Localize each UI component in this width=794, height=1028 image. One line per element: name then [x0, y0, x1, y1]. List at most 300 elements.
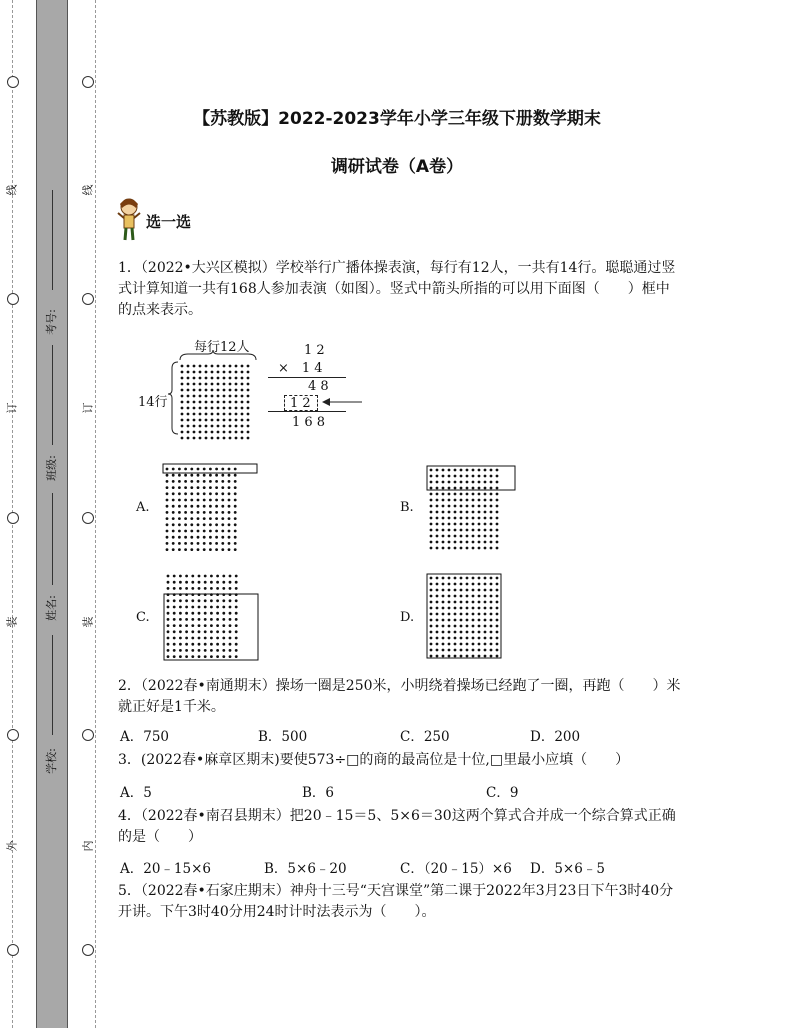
dot	[178, 474, 181, 477]
dot	[184, 474, 187, 477]
dot	[179, 599, 182, 602]
dot	[478, 631, 481, 634]
dot	[217, 383, 220, 386]
dot	[203, 542, 206, 545]
dot	[210, 655, 213, 658]
option[interactable]: A．5	[120, 785, 152, 801]
dot	[466, 481, 469, 484]
dot	[247, 389, 250, 392]
dot	[448, 625, 451, 628]
dot	[190, 480, 193, 483]
dot	[484, 481, 487, 484]
dot	[490, 523, 493, 526]
dot	[430, 523, 433, 526]
dot	[204, 612, 207, 615]
dot	[448, 475, 451, 478]
dot	[190, 468, 193, 471]
dot	[496, 529, 499, 532]
dot	[490, 499, 493, 502]
dot	[241, 437, 244, 440]
dot	[496, 535, 499, 538]
dot	[442, 655, 445, 658]
dot	[496, 589, 499, 592]
dot	[472, 625, 475, 628]
dot	[229, 383, 232, 386]
dot	[472, 475, 475, 478]
dot	[216, 599, 219, 602]
dot	[454, 631, 457, 634]
dot	[178, 499, 181, 502]
dot	[235, 377, 238, 380]
dot	[454, 541, 457, 544]
dot	[190, 517, 193, 520]
dot-grid	[181, 365, 250, 440]
dot	[496, 475, 499, 478]
dot	[209, 530, 212, 533]
dot	[167, 575, 170, 578]
dot	[203, 486, 206, 489]
binding-hole	[82, 729, 94, 741]
dot	[442, 505, 445, 508]
dot	[203, 492, 206, 495]
dot	[172, 486, 175, 489]
dot	[211, 407, 214, 410]
dot	[448, 619, 451, 622]
dot	[490, 547, 493, 550]
dot	[228, 499, 231, 502]
dot	[241, 407, 244, 410]
dot	[172, 499, 175, 502]
dot	[229, 419, 232, 422]
dot	[241, 377, 244, 380]
dot	[442, 493, 445, 496]
dot	[190, 499, 193, 502]
dot	[472, 613, 475, 616]
dot	[221, 536, 224, 539]
dot	[167, 643, 170, 646]
dot	[190, 530, 193, 533]
option[interactable]: A．750	[120, 729, 170, 745]
option[interactable]: A．20﹣15×6	[120, 861, 212, 877]
dot	[191, 649, 194, 652]
dot	[167, 599, 170, 602]
dot	[191, 599, 194, 602]
dot	[490, 511, 493, 514]
dot	[193, 407, 196, 410]
dot	[179, 575, 182, 578]
dot	[197, 523, 200, 526]
dot	[191, 581, 194, 584]
dot	[210, 587, 213, 590]
dot	[454, 535, 457, 538]
dot	[181, 383, 184, 386]
dot	[490, 577, 493, 580]
dot	[211, 383, 214, 386]
dot	[198, 612, 201, 615]
option[interactable]: D．5×6﹣5	[530, 861, 605, 877]
dot	[221, 480, 224, 483]
option[interactable]: D．200	[530, 729, 581, 745]
dot	[235, 407, 238, 410]
dot	[191, 575, 194, 578]
dot	[454, 475, 457, 478]
dot	[478, 493, 481, 496]
dot	[484, 601, 487, 604]
dot	[448, 499, 451, 502]
dot	[472, 643, 475, 646]
dot	[430, 613, 433, 616]
option[interactable]: C．（20﹣15）×6	[400, 861, 512, 877]
dot	[185, 581, 188, 584]
dot	[184, 523, 187, 526]
dot	[430, 535, 433, 538]
dot	[235, 413, 238, 416]
dot	[241, 383, 244, 386]
dot	[193, 437, 196, 440]
dot	[217, 407, 220, 410]
dot	[496, 619, 499, 622]
dot	[496, 655, 499, 658]
dot	[187, 437, 190, 440]
cartoon-girl-icon	[116, 196, 142, 242]
dot	[448, 469, 451, 472]
dot	[223, 407, 226, 410]
dot	[217, 413, 220, 416]
dot	[209, 542, 212, 545]
dot	[172, 523, 175, 526]
dot	[436, 535, 439, 538]
dot	[210, 599, 213, 602]
dot	[496, 577, 499, 580]
dot	[166, 492, 169, 495]
dot	[448, 535, 451, 538]
dot	[478, 649, 481, 652]
dot	[229, 624, 232, 627]
dot	[460, 637, 463, 640]
dot	[184, 468, 187, 471]
dot	[496, 511, 499, 514]
dot	[448, 607, 451, 610]
option-c-label[interactable]: C.	[136, 610, 150, 625]
dot	[172, 517, 175, 520]
dot	[187, 419, 190, 422]
dot	[172, 511, 175, 514]
dot	[181, 401, 184, 404]
dot	[490, 505, 493, 508]
dot	[222, 575, 225, 578]
dot	[185, 655, 188, 658]
dot	[190, 511, 193, 514]
dot	[472, 481, 475, 484]
dot	[496, 583, 499, 586]
binding-hole	[82, 76, 94, 88]
dot	[442, 511, 445, 514]
dot	[442, 643, 445, 646]
dot	[185, 649, 188, 652]
dot	[478, 619, 481, 622]
dot	[472, 547, 475, 550]
margin-mark: 线	[5, 184, 19, 196]
dot	[210, 606, 213, 609]
dot	[193, 401, 196, 404]
dot	[209, 511, 212, 514]
dot	[173, 612, 176, 615]
dot	[204, 587, 207, 590]
dot	[496, 493, 499, 496]
dot	[484, 547, 487, 550]
dot	[209, 523, 212, 526]
dot	[167, 581, 170, 584]
dot	[466, 589, 469, 592]
dot	[460, 649, 463, 652]
option[interactable]: B．6	[302, 785, 335, 801]
dot	[454, 505, 457, 508]
dot	[454, 601, 457, 604]
dot	[223, 437, 226, 440]
dot	[173, 624, 176, 627]
dot	[221, 468, 224, 471]
dot	[222, 624, 225, 627]
dot	[166, 517, 169, 520]
option-b-figure[interactable]	[425, 464, 519, 554]
dot	[430, 631, 433, 634]
figure-side-label: 14行	[138, 395, 168, 410]
dot	[223, 395, 226, 398]
dot	[172, 536, 175, 539]
dot	[216, 655, 219, 658]
dot	[187, 389, 190, 392]
dot	[187, 383, 190, 386]
dot	[199, 431, 202, 434]
option-c-figure[interactable]	[160, 570, 262, 662]
dot	[436, 625, 439, 628]
dot	[484, 541, 487, 544]
option-a-figure[interactable]	[160, 462, 260, 554]
dot	[466, 535, 469, 538]
dot	[209, 517, 212, 520]
dot	[216, 630, 219, 633]
option[interactable]: C．250	[400, 729, 450, 745]
dot	[454, 655, 457, 658]
dot	[466, 649, 469, 652]
dot	[484, 577, 487, 580]
dot	[179, 612, 182, 615]
dot	[454, 529, 457, 532]
binding-hole	[7, 944, 19, 956]
dot	[216, 575, 219, 578]
dot	[478, 541, 481, 544]
dot	[472, 529, 475, 532]
dot	[430, 541, 433, 544]
dot	[490, 607, 493, 610]
dot	[217, 389, 220, 392]
dot	[460, 469, 463, 472]
dot	[436, 583, 439, 586]
dot	[472, 505, 475, 508]
dot	[193, 371, 196, 374]
margin-mark: 内	[81, 840, 95, 852]
dot	[496, 631, 499, 634]
dot	[496, 625, 499, 628]
dot	[234, 480, 237, 483]
option-d-figure[interactable]	[425, 572, 519, 662]
dot	[454, 487, 457, 490]
dot	[484, 469, 487, 472]
dot	[223, 377, 226, 380]
dot	[221, 499, 224, 502]
dot	[190, 548, 193, 551]
calc-row: 1 6 8	[292, 415, 326, 430]
dot	[454, 625, 457, 628]
dot	[442, 613, 445, 616]
dot	[448, 541, 451, 544]
dot	[229, 437, 232, 440]
binding-hole	[7, 729, 19, 741]
dot	[460, 583, 463, 586]
dot	[185, 643, 188, 646]
dot	[490, 619, 493, 622]
dot	[181, 389, 184, 392]
dot	[210, 643, 213, 646]
dot	[210, 637, 213, 640]
dot	[430, 607, 433, 610]
dot	[217, 437, 220, 440]
dot	[185, 587, 188, 590]
dot	[172, 530, 175, 533]
calc-row: × 1 4	[278, 361, 323, 376]
dot	[229, 425, 232, 428]
dot	[181, 377, 184, 380]
dot	[466, 541, 469, 544]
dot	[436, 487, 439, 490]
dot	[205, 413, 208, 416]
dot	[221, 548, 224, 551]
dot	[430, 619, 433, 622]
option[interactable]: B．500	[258, 729, 308, 745]
page-title: 【苏教版】2022-2023学年小学三年级下册数学期末	[193, 109, 601, 129]
dot	[466, 517, 469, 520]
dot	[198, 649, 201, 652]
dot	[472, 601, 475, 604]
dot	[199, 389, 202, 392]
dot	[166, 505, 169, 508]
dot	[223, 383, 226, 386]
dot	[241, 431, 244, 434]
option[interactable]: B．5×6﹣20	[264, 861, 347, 877]
dot	[181, 371, 184, 374]
dot	[179, 630, 182, 633]
dot	[191, 637, 194, 640]
dot	[448, 589, 451, 592]
dot	[496, 523, 499, 526]
dot	[187, 377, 190, 380]
figure-brace-and-dots	[168, 348, 268, 440]
dot	[222, 637, 225, 640]
dot	[179, 606, 182, 609]
dot	[181, 395, 184, 398]
dot	[198, 624, 201, 627]
dot	[178, 536, 181, 539]
dot	[211, 389, 214, 392]
dot	[490, 601, 493, 604]
dot	[215, 548, 218, 551]
dot	[466, 643, 469, 646]
dot	[221, 505, 224, 508]
dot	[203, 530, 206, 533]
dot	[454, 583, 457, 586]
question-3: 3．(2022春•麻章区期末)要使573÷□的商的最高位是十位,□里最小应填（ ）	[118, 752, 630, 768]
option-b-label[interactable]: B.	[400, 500, 414, 515]
dot	[179, 624, 182, 627]
dot	[204, 630, 207, 633]
dot	[466, 505, 469, 508]
dot	[199, 395, 202, 398]
dot	[229, 630, 232, 633]
binding-hole	[82, 293, 94, 305]
dot	[173, 649, 176, 652]
dot	[166, 486, 169, 489]
dot	[211, 377, 214, 380]
dot	[223, 365, 226, 368]
dot	[222, 587, 225, 590]
dot	[484, 607, 487, 610]
dot	[472, 535, 475, 538]
section-heading: 选一选	[146, 213, 192, 231]
dot	[216, 606, 219, 609]
dot	[448, 601, 451, 604]
dot	[223, 389, 226, 392]
dot	[490, 493, 493, 496]
field-label-name: 姓名:	[44, 595, 58, 621]
dot	[199, 377, 202, 380]
option-a-label[interactable]: A.	[136, 500, 150, 515]
option[interactable]: C．9	[486, 785, 519, 801]
dot	[193, 389, 196, 392]
dot	[448, 643, 451, 646]
dot	[478, 517, 481, 520]
dot	[191, 643, 194, 646]
dot	[466, 583, 469, 586]
dot	[478, 511, 481, 514]
dot	[247, 401, 250, 404]
dot	[222, 606, 225, 609]
dot	[472, 523, 475, 526]
dot	[215, 530, 218, 533]
dot	[184, 480, 187, 483]
dot	[484, 493, 487, 496]
dot	[209, 492, 212, 495]
dot	[198, 606, 201, 609]
dot	[211, 413, 214, 416]
dot	[478, 589, 481, 592]
dot	[190, 523, 193, 526]
dot	[166, 536, 169, 539]
dot	[235, 371, 238, 374]
dot	[454, 481, 457, 484]
dot	[484, 511, 487, 514]
dot	[490, 529, 493, 532]
option-d-label[interactable]: D.	[400, 610, 415, 625]
dot	[442, 487, 445, 490]
dot	[484, 643, 487, 646]
binding-hole	[82, 944, 94, 956]
dot	[216, 618, 219, 621]
dot	[223, 401, 226, 404]
dot	[496, 481, 499, 484]
dot	[204, 649, 207, 652]
dot	[496, 607, 499, 610]
dot	[173, 618, 176, 621]
